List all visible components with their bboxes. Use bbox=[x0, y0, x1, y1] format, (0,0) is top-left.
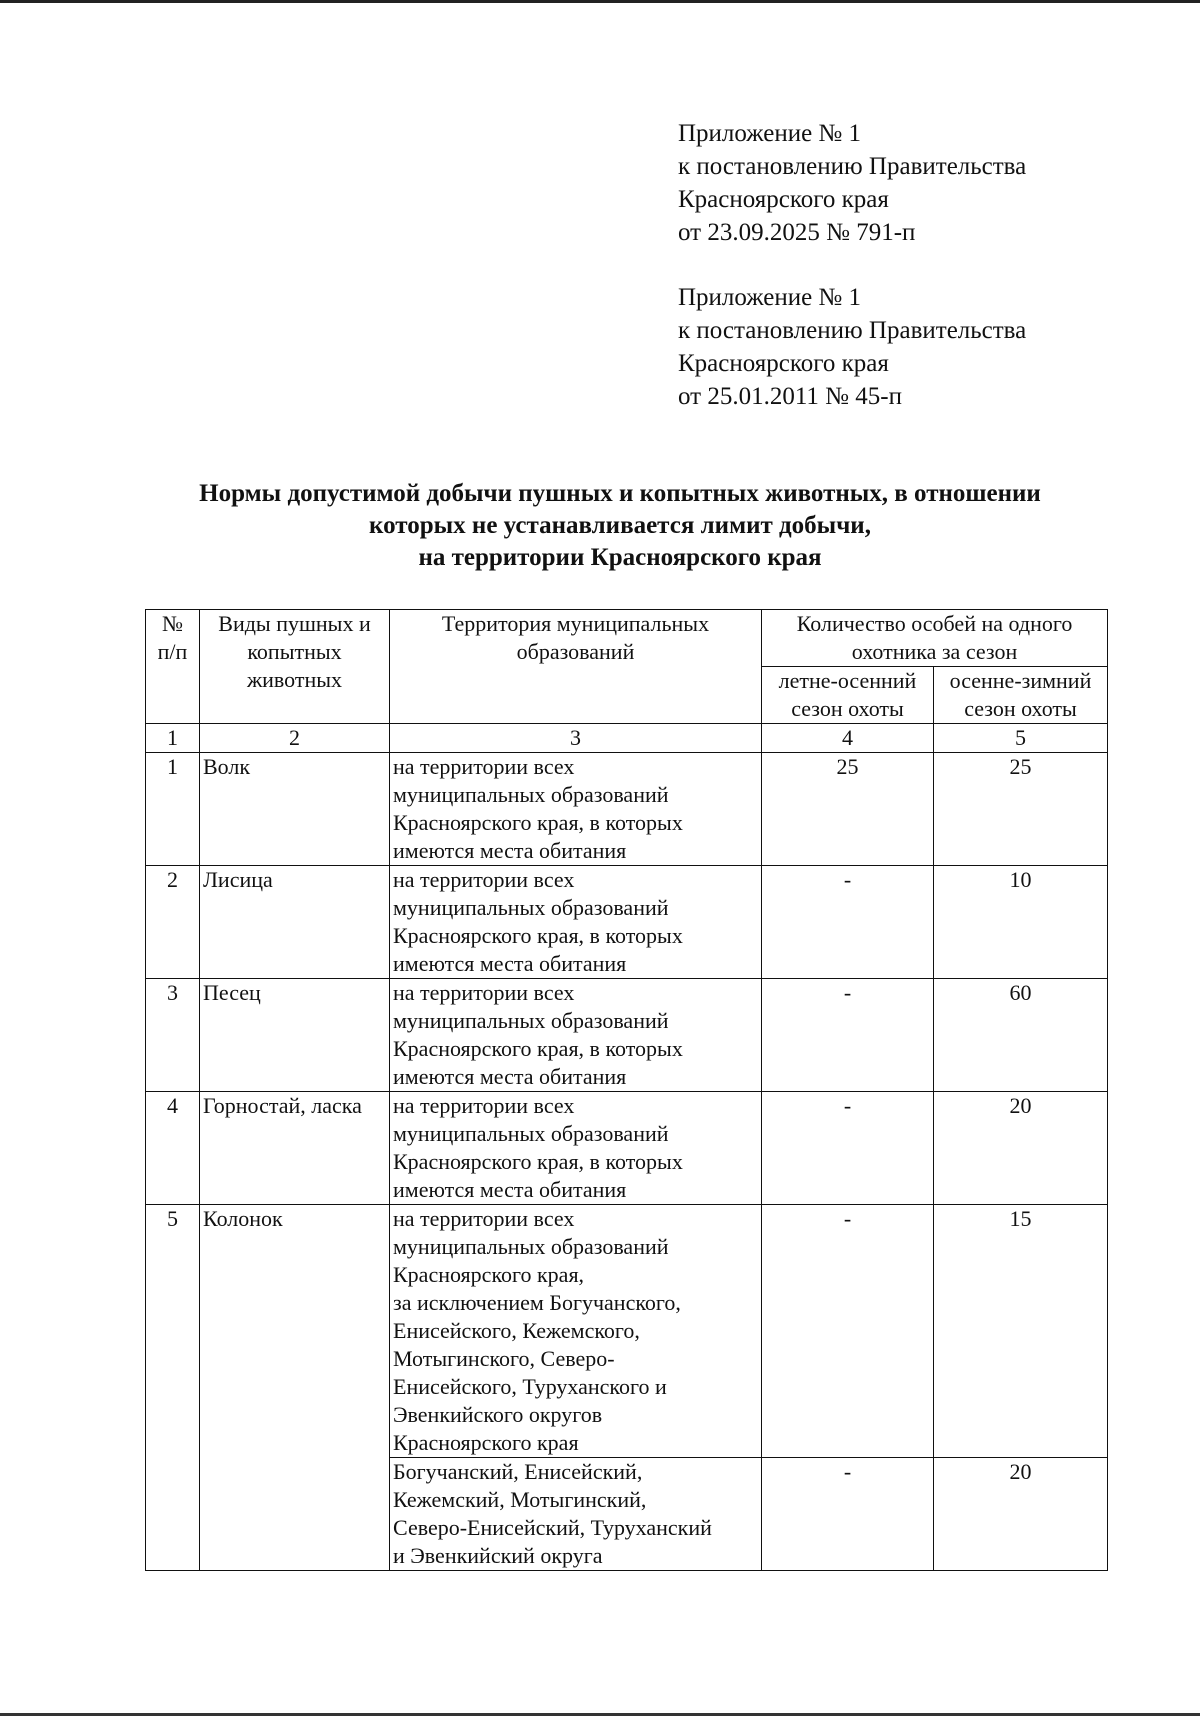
winter-quota-cell: 10 bbox=[934, 866, 1108, 979]
header-quantity: Количество особей на одного охотника за сезон bbox=[762, 610, 1108, 667]
appendix-original-line3: Красноярского края bbox=[678, 350, 889, 377]
territory-cell: Богучанский, Енисейский, Кежемский, Мотыгинский, Северо-Енисейский, Туруханский и Эвенкийский округа bbox=[390, 1458, 762, 1571]
header-territory: Территория муниципальных образований bbox=[390, 610, 762, 724]
summer-quota-cell: - bbox=[762, 866, 934, 979]
row-number: 3 bbox=[146, 979, 200, 1092]
document-title-line2: которых не устанавливается лимит добычи, bbox=[369, 512, 871, 539]
row-number: 4 bbox=[146, 1092, 200, 1205]
row-number: 1 bbox=[146, 753, 200, 866]
scan-top-edge bbox=[0, 0, 1200, 3]
header-summer-season: летне-осенний сезон охоты bbox=[762, 667, 934, 724]
appendix-original-line4: от 25.01.2011 № 45-п bbox=[678, 383, 902, 410]
territory-cell: на территории всех муниципальных образований Красноярского края, в которых имеются места обитания bbox=[390, 979, 762, 1092]
species-cell: Песец bbox=[200, 979, 390, 1092]
table-row bbox=[146, 1205, 1108, 1458]
header-row bbox=[146, 610, 1108, 667]
column-number: 5 bbox=[934, 724, 1108, 753]
column-number: 3 bbox=[390, 724, 762, 753]
territory-cell: на территории всех муниципальных образований Красноярского края, в которых имеются места обитания bbox=[390, 753, 762, 866]
table-row bbox=[146, 866, 1108, 979]
winter-quota-cell: 25 bbox=[934, 753, 1108, 866]
row-number: 2 bbox=[146, 866, 200, 979]
species-cell: Колонок bbox=[200, 1205, 390, 1571]
appendix-original-line1: Приложение № 1 bbox=[678, 284, 862, 311]
table-row bbox=[146, 1092, 1108, 1205]
summer-quota-cell: - bbox=[762, 1458, 934, 1571]
appendix-current bbox=[678, 117, 1158, 249]
table-row bbox=[146, 753, 1108, 866]
header-winter-season: осенне-зимний сезон охоты bbox=[934, 667, 1108, 724]
summer-quota-cell: - bbox=[762, 1205, 934, 1458]
territory-cell: на территории всех муниципальных образований Красноярского края, в которых имеются места обитания bbox=[390, 1092, 762, 1205]
winter-quota-cell: 60 bbox=[934, 979, 1108, 1092]
document-title bbox=[100, 478, 1140, 574]
winter-quota-cell: 20 bbox=[934, 1092, 1108, 1205]
document-title-line3: на территории Красноярского края bbox=[418, 544, 822, 571]
summer-quota-cell: - bbox=[762, 979, 934, 1092]
territory-cell: на территории всех муниципальных образований Красноярского края, за исключением Богучанского, Енисейского, Кежемского, Мотыгинского, Северо- Енисейского, Туруханского и Эвенкийского округов Красноярского края bbox=[390, 1205, 762, 1458]
column-number-row bbox=[146, 724, 1108, 753]
column-number: 1 bbox=[146, 724, 200, 753]
row-number: 5 bbox=[146, 1205, 200, 1571]
appendix-current-line3: Красноярского края bbox=[678, 186, 889, 213]
table-row bbox=[146, 979, 1108, 1092]
species-cell: Лисица bbox=[200, 866, 390, 979]
species-cell: Горностай, ласка bbox=[200, 1092, 390, 1205]
winter-quota-cell: 20 bbox=[934, 1458, 1108, 1571]
appendix-current-line2: к постановлению Правительства bbox=[678, 153, 1027, 180]
column-number: 2 bbox=[200, 724, 390, 753]
summer-quota-cell: - bbox=[762, 1092, 934, 1205]
appendix-current-line1: Приложение № 1 bbox=[678, 120, 862, 147]
territory-cell: на территории всех муниципальных образований Красноярского края, в которых имеются места обитания bbox=[390, 866, 762, 979]
appendix-original bbox=[678, 281, 1158, 413]
appendix-original-line2: к постановлению Правительства bbox=[678, 317, 1027, 344]
document-title-line1: Нормы допустимой добычи пушных и копытных животных, в отношении bbox=[199, 480, 1041, 507]
header-number: № п/п bbox=[146, 610, 200, 724]
appendix-current-line4: от 23.09.2025 № 791-п bbox=[678, 219, 916, 246]
winter-quota-cell: 15 bbox=[934, 1205, 1108, 1458]
summer-quota-cell: 25 bbox=[762, 753, 934, 866]
species-cell: Волк bbox=[200, 753, 390, 866]
norms-table bbox=[145, 609, 1108, 1571]
header-species: Виды пушных и копытных животных bbox=[200, 610, 390, 724]
column-number: 4 bbox=[762, 724, 934, 753]
